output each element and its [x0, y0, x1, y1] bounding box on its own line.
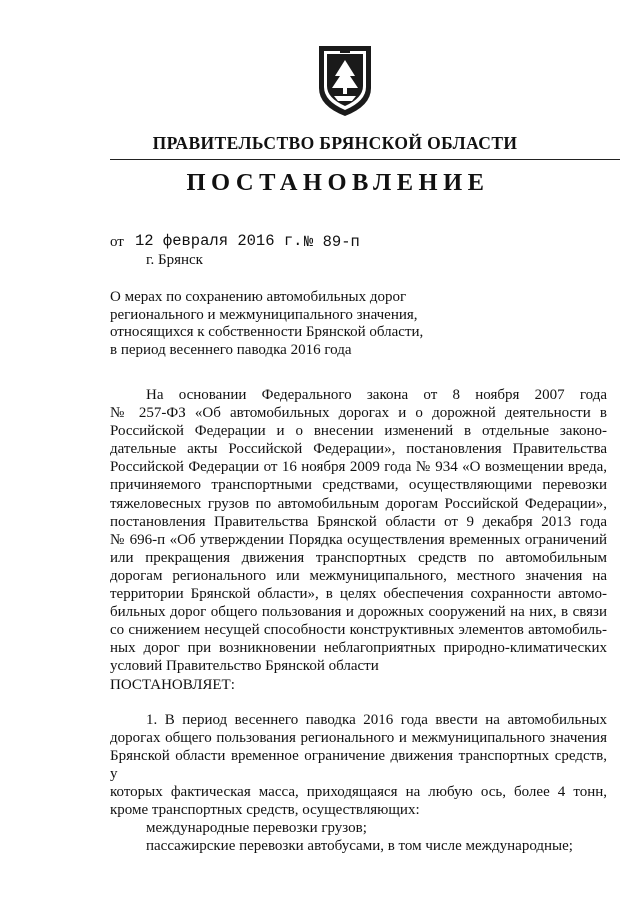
- item1-line: которых фактическая масса, приходящаяся на любую ось, более 4 тонн,: [110, 783, 607, 800]
- document-subject: [110, 289, 440, 360]
- subject-line: относящихся к собственности Брянской области,: [110, 324, 424, 341]
- item1-line: кроме транспортных средств, осуществляющих:: [110, 802, 420, 819]
- preamble-line: № 696-п «Об утверждении Порядка осуществления временных ограничений: [110, 531, 607, 548]
- government-title: ПРАВИТЕЛЬСТВО БРЯНСКОЙ ОБЛАСТИ: [152, 133, 518, 153]
- preamble-line: тяжеловесных грузов по автомобильным дорогам Российской Федерации»,: [110, 495, 607, 512]
- preamble-line: дорогам регионального или межмуниципального, местного значения на: [110, 567, 607, 584]
- list-item: международные перевозки грузов;: [146, 820, 367, 837]
- document-body: [110, 386, 607, 855]
- preamble-line: причиняемого транспортными средствами, осуществляющими перевозки: [110, 477, 607, 494]
- preamble-line: со снижением несущей способности конструктивных элементов автомобиль-: [110, 622, 607, 639]
- preamble-line: ных дорог при возникновении неблагоприятных природно-климатических: [110, 640, 607, 657]
- item1-line: 1. В период весеннего паводка 2016 года ввести на автомобильных: [146, 711, 607, 728]
- subject-line: в период весеннего паводка 2016 года: [110, 342, 352, 359]
- preamble-line: территории Брянской области», в целях обеспечения сохранности автомо-: [110, 586, 607, 603]
- document-city: г. Брянск: [146, 252, 203, 268]
- preamble-line: постановления Правительства Брянской области от 9 декабря 2013 года: [110, 513, 607, 530]
- document-type-title: ПОСТАНОВЛЕНИЕ: [186, 169, 490, 196]
- date-prefix: от: [110, 234, 124, 250]
- coat-of-arms-icon: [316, 44, 374, 118]
- preamble-line: Российской Федерации от 16 ноября 2009 года № 934 «О возмещении вреда,: [110, 459, 607, 476]
- decree-verb: ПОСТАНОВЛЯЕТ:: [110, 676, 235, 693]
- document-number: № 89-п: [304, 233, 360, 251]
- preamble-line: дательные акты Российской Федерации», постановления Правительства: [110, 441, 607, 458]
- subject-line: регионального и межмуниципального значения,: [110, 306, 418, 323]
- preamble-line: условий Правительство Брянской области: [110, 658, 379, 675]
- header-divider: [110, 159, 620, 160]
- subject-line: О мерах по сохранению автомобильных дорог: [110, 289, 407, 305]
- preamble-line: Российской Федерации и о внесении изменений в отдельные законо-: [110, 423, 607, 440]
- preamble-line: На основании Федерального закона от 8 ноября 2007 года: [146, 387, 607, 403]
- preamble-line: бильных дорог общего пользования и дорожных сооружений на них, в связи: [110, 604, 607, 621]
- item1-line: дорогах общего пользования регионального и межмуниципального значения: [110, 729, 607, 746]
- paragraph-gap: [110, 694, 607, 711]
- preamble-line: № 257-ФЗ «Об автомобильных дорогах и о дорожной деятельности в: [110, 405, 607, 422]
- list-item: пассажирские перевозки автобусами, в том числе международные;: [146, 838, 573, 855]
- preamble-line: или прекращения движения транспортных средств по автомобильным: [110, 549, 607, 566]
- document-date: 12 февраля 2016 г.: [135, 232, 303, 250]
- item1-line: Брянской области временное ограничение движения транспортных средств, у: [110, 747, 607, 782]
